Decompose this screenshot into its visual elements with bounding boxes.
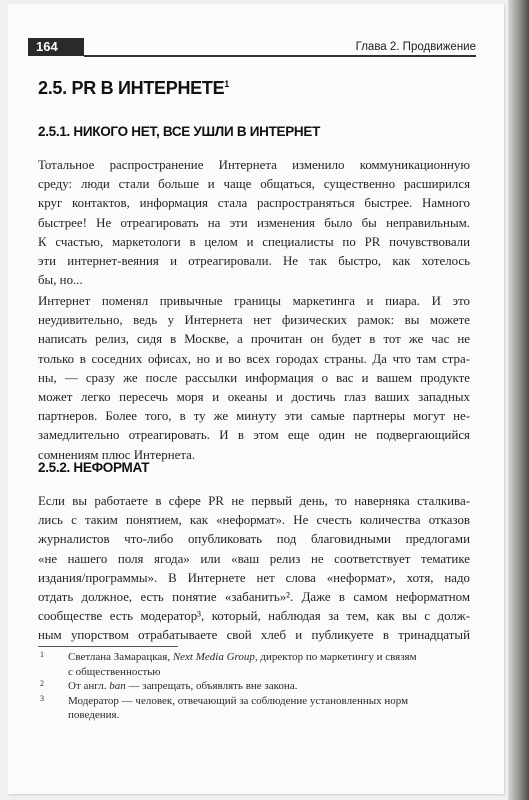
- text-line: среду: люди стали больше и чаще общаться, существенно расширился: [38, 177, 470, 192]
- text-line: Тотальное распространение Интернета изменило коммуникационную: [38, 158, 470, 172]
- text-line: сомнениям плюс Интернета.: [38, 447, 196, 462]
- text-line: сообществе есть модератор³, который, наблюдая за тем, как вы с долж-: [38, 609, 470, 624]
- page-number: 164: [28, 38, 84, 56]
- footnote: [38, 679, 472, 694]
- page-header: [28, 38, 476, 56]
- text-line: только в соседних офисах, но и во всех городах страны. Да что там стра-: [38, 351, 470, 366]
- text-line: «не нашего поля ягода» или «ваш релиз не соответствует тематике: [38, 551, 470, 566]
- text-line: издания/программы». В Интернете нет слова «неформат», хотя, надо: [38, 570, 470, 585]
- text-line: К счастью, маркетологи в целом и специалисты по PR почувствовали: [38, 234, 470, 249]
- text-line: эти интернет-веяния и отреагировали. Не так быстро, как хотелось: [38, 254, 470, 269]
- footnote-line: Светлана Замарацкая, Next Media Group, директор по маркетингу и связям: [68, 651, 417, 663]
- subsection-heading-1: 2.5.1. НИКОГО НЕТ, ВСЕ УШЛИ В ИНТЕРНЕТ: [38, 124, 321, 139]
- footnote: [38, 650, 472, 679]
- paragraph: [38, 156, 470, 290]
- text-line: замедлительно отреагировать. И в этом еще один не подвергающийся: [38, 428, 470, 443]
- text-line: лись с таким понятием, как «неформат». Не счесть количества отказов: [38, 513, 470, 528]
- text-line: круг контактов, информация стала распространяться быстрее. Намного: [38, 196, 470, 211]
- footnote-line: От англ. ban — запрещать, объявлять вне закона.: [68, 680, 298, 693]
- text-line: отдать должное, есть понятие «забанить»². Даже в самом неформатном: [38, 590, 470, 605]
- book-spine-edge: [508, 0, 529, 800]
- paragraph: [38, 492, 470, 646]
- text-line: бы, но...: [38, 273, 83, 288]
- italic-term: Next Media Group: [172, 651, 255, 663]
- footnote-line: Модератор — человек, отвечающий за соблюдение установленных норм: [68, 694, 409, 707]
- paragraph: [38, 292, 470, 465]
- footnote-number: 2: [40, 679, 44, 689]
- text-line: ны, — сразу же после рассылки информация о вас и вашем продукте: [38, 370, 470, 385]
- footnote: [38, 694, 472, 723]
- footnote-line: с общественностью: [68, 665, 161, 678]
- subsection-heading-2: 2.5.2. НЕФОРМАТ: [38, 460, 150, 475]
- footnote-number: 1: [40, 650, 44, 659]
- text-line: написать релиз, сидя в Москве, а прочитан он будет в тот же час не: [38, 332, 470, 347]
- text-line: Интернет поменял привычные границы маркетинга и пиара. И это: [38, 294, 470, 308]
- text-line: быстрее! Не отреагировать на эти изменения было бы неправильным.: [38, 215, 470, 230]
- text-line: Если вы работаете в сфере PR не первый день, то наверняка сталкива-: [38, 494, 470, 508]
- italic-term: ban: [109, 680, 126, 693]
- text-line: неудивительно, ведь у Интернета нет физических рамок: вы можете: [38, 313, 470, 328]
- section-heading: [38, 78, 229, 99]
- text-line: журналистов что-либо опубликовать под благовидными предлогами: [38, 532, 470, 547]
- text-line: может легко пересечь моря и океаны и достичь глаз ваших западных: [38, 390, 470, 405]
- footnote-line: поведения.: [68, 709, 120, 722]
- section-footnote-mark: 1: [224, 79, 229, 89]
- section-title: 2.5. PR В ИНТЕРНЕТЕ: [38, 78, 225, 98]
- text-line: ным упорством отрабатываете свой хлеб и публикуете в тринадцатый: [38, 628, 470, 643]
- footnote-number: 3: [40, 693, 44, 703]
- footnote-divider: [38, 646, 178, 647]
- running-title: Глава 2. Продвижение: [355, 41, 476, 53]
- text-line: партнеров. Более того, в ту же минуту эти самые партнеры могут не-: [38, 409, 470, 424]
- footnotes: [38, 650, 472, 723]
